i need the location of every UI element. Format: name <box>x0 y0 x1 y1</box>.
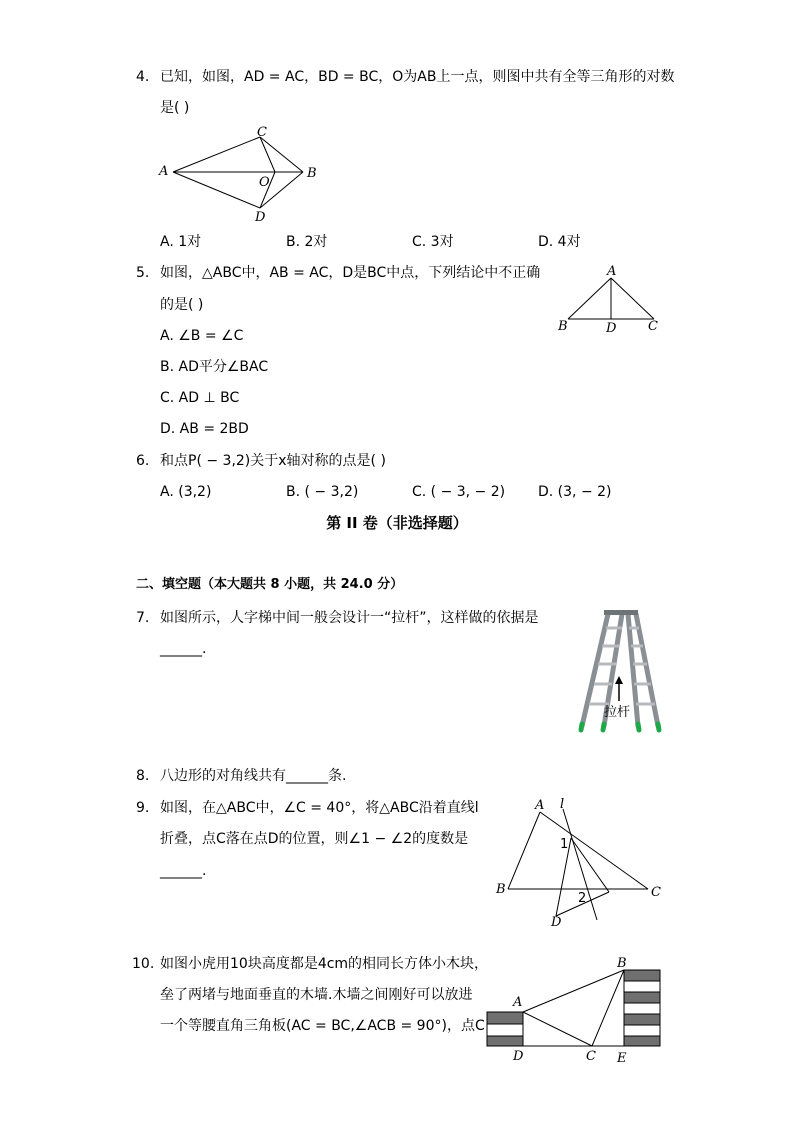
q9-label-c: C <box>651 885 661 900</box>
q10-text-line3: 一个等腰直角三角板(AC = BC,∠ACB = 90°)，点C <box>160 1018 485 1034</box>
q4-label-a: A <box>159 164 169 179</box>
q5-option-a: A. ∠B = ∠C <box>160 328 244 344</box>
q6-option-a: A. (3,2) <box>160 484 212 500</box>
q10-label-a: A <box>513 995 523 1010</box>
q4-option-d: D. 4对 <box>538 234 581 250</box>
q7-ladder-figure <box>576 608 668 738</box>
q9-number: 9. <box>136 800 150 816</box>
q4-number: 4. <box>136 69 150 85</box>
q9-text-line3: ______. <box>160 863 207 879</box>
q4-option-a: A. 1对 <box>160 234 202 250</box>
q5-text-line1: 如图，△ABC中，AB = AC，D是BC中点，下列结论中不正确 <box>160 265 541 281</box>
q10-label-e: E <box>617 1051 627 1066</box>
q5-label-c: C <box>648 319 658 334</box>
q5-option-b: B. AD平分∠BAC <box>160 359 269 375</box>
q4-label-b: B <box>307 166 317 181</box>
section2-header: 二、填空题（本大题共 8 小题，共 24.0 分） <box>136 577 404 592</box>
q10-label-c: C <box>586 1049 596 1064</box>
q8-text-line1: 八边形的对角线共有______条. <box>160 768 347 784</box>
q7-text-line1: 如图所示，人字梯中间一般会设计一“拉杆”，这样做的依据是 <box>160 610 539 626</box>
q9-label-b: B <box>496 882 506 897</box>
q9-label-d: D <box>551 915 562 930</box>
q5-option-c: C. AD ⊥ BC <box>160 390 240 406</box>
q10-label-d: D <box>513 1049 524 1064</box>
q4-text-line2: 是( ) <box>160 100 190 116</box>
q9-text-line2: 折叠，点C落在点D的位置，则∠1 − ∠2的度数是 <box>160 831 469 847</box>
q7-number: 7. <box>136 610 150 626</box>
q8-number: 8. <box>136 768 150 784</box>
q4-label-o: O <box>259 175 270 190</box>
q4-label-c: C <box>257 125 267 140</box>
q5-number: 5. <box>136 265 150 281</box>
q10-text-line1: 如图小虎用10块高度都是4cm的相同长方体小木块， <box>160 956 489 972</box>
q10-text-line2: 垒了两堵与地面垂直的木墙.木墙之间刚好可以放进 <box>160 987 473 1003</box>
q9-angle-2: 2 <box>578 891 587 906</box>
q5-label-d: D <box>606 321 617 336</box>
q4-kite-figure <box>155 120 330 230</box>
part2-title: 第 II 卷（非选择题） <box>326 514 468 532</box>
q9-text-line1: 如图，在△ABC中，∠C = 40°，将△ABC沿着直线l <box>160 800 479 816</box>
q5-label-b: B <box>558 319 568 334</box>
q7-ladder-label: 拉杆 <box>604 705 631 720</box>
q4-text-line1: 已知，如图，AD = AC，BD = BC，O为AB上一点，则图中共有全等三角形的对数 <box>160 69 675 85</box>
q5-text-line2: 的是( ) <box>160 297 204 313</box>
q9-label-l: l <box>560 797 565 812</box>
q9-label-a: A <box>535 798 545 813</box>
q7-text-line2: ______. <box>160 641 207 657</box>
q10-number: 10. <box>132 956 155 972</box>
q5-option-d: D. AB = 2BD <box>160 421 249 437</box>
q6-option-d: D. (3, − 2) <box>538 484 612 500</box>
q10-wall-figure <box>482 952 666 1070</box>
q4-option-c: C. 3对 <box>412 234 454 250</box>
q6-text-line1: 和点P( − 3,2)关于x轴对称的点是( ) <box>160 453 386 469</box>
q10-label-b: B <box>617 956 627 971</box>
q9-angle-1: 1 <box>560 837 569 852</box>
q6-option-b: B. ( − 3,2) <box>286 484 359 500</box>
q5-triangle-figure <box>554 262 664 338</box>
q6-number: 6. <box>136 453 150 469</box>
q4-label-d: D <box>255 210 266 225</box>
q4-option-b: B. 2对 <box>286 234 328 250</box>
q5-label-a: A <box>607 264 617 279</box>
q9-fold-figure <box>490 795 670 935</box>
q6-option-c: C. ( − 3, − 2) <box>412 484 506 500</box>
